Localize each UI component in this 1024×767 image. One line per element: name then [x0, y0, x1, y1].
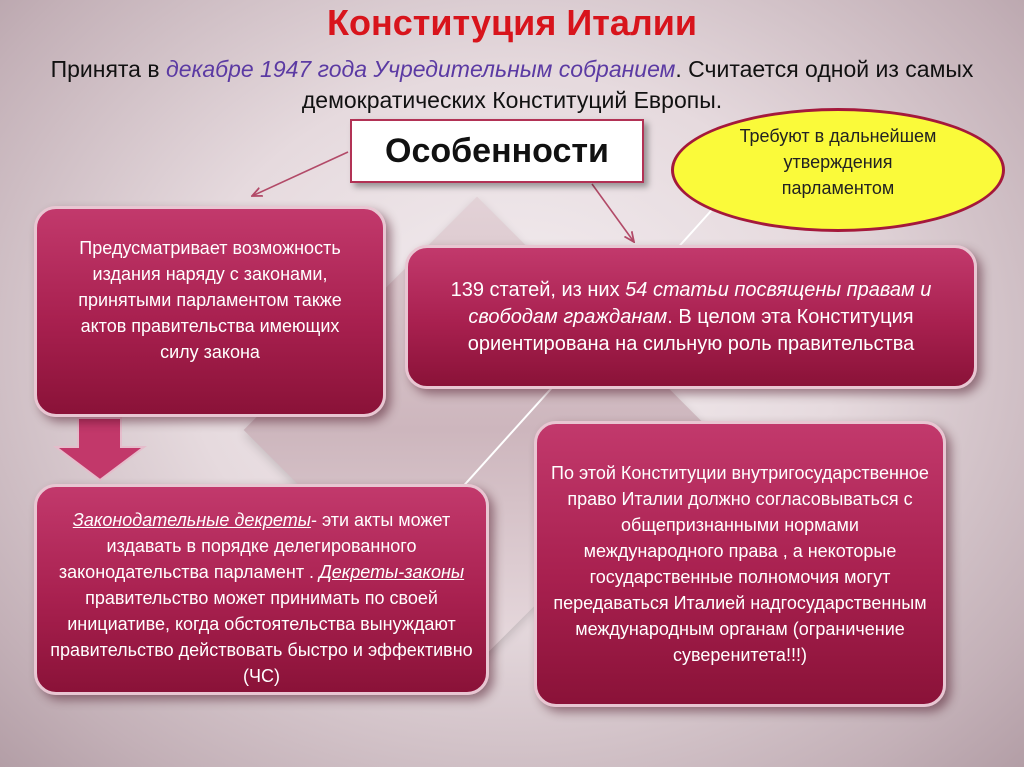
down-arrow-shape	[56, 418, 144, 480]
ellipse-text: Требуют в дальнейшем утверждения парламентом	[739, 126, 937, 198]
box2-text	[408, 277, 974, 358]
features-label-box: Особенности	[350, 119, 644, 183]
box-government-acts	[34, 206, 386, 417]
box3-text2: правительство может принимать по своей инициативе, когда обстоятельства вынуждают правительство действовать быстро и эффективно (ЧС)	[50, 588, 473, 686]
box3-term1: Законодательные декреты	[72, 510, 311, 530]
parliament-approval-ellipse	[671, 108, 1005, 232]
arrow-to-box1	[252, 152, 348, 196]
box-articles	[405, 245, 977, 389]
subtitle-part1: Принята в	[50, 56, 166, 82]
box2-part1: 139 статей, из них	[450, 278, 626, 301]
box3-term2: Декреты-законы	[319, 562, 465, 582]
box1-text: Предусматривает возможность издания наряду с законами, принятыми парламентом также актов правительства имеющих силу закона	[78, 238, 342, 362]
box-legislative-decrees	[34, 484, 489, 695]
box4-text: По этой Конституции внутригосударственное право Италии должно согласовываться с общепризнанными нормами международного права , а некоторые государственные полномочия могут передаваться Италией надгосударственным международным органам (ограничение суверенитета!!!)	[551, 463, 929, 665]
arrow-to-box2	[592, 184, 634, 242]
box2-italic: 54 статьи посвящены правам и свободам гражданам	[468, 278, 932, 328]
subtitle-highlight: декабре 1947 года Учредительным собранием	[165, 56, 676, 82]
box-international-law	[534, 421, 946, 707]
box2-part2: . В целом эта Конституция ориентирована на сильную роль правительства	[467, 305, 915, 355]
subtitle-part2: . Считается одной из самых демократических Конституций Европы.	[301, 56, 974, 113]
slide-title: Конституция Италии	[327, 2, 697, 43]
box3-text1: - эти акты может издавать в порядке делегированного законодательства парламент .	[58, 510, 451, 582]
box3-text	[37, 507, 486, 689]
